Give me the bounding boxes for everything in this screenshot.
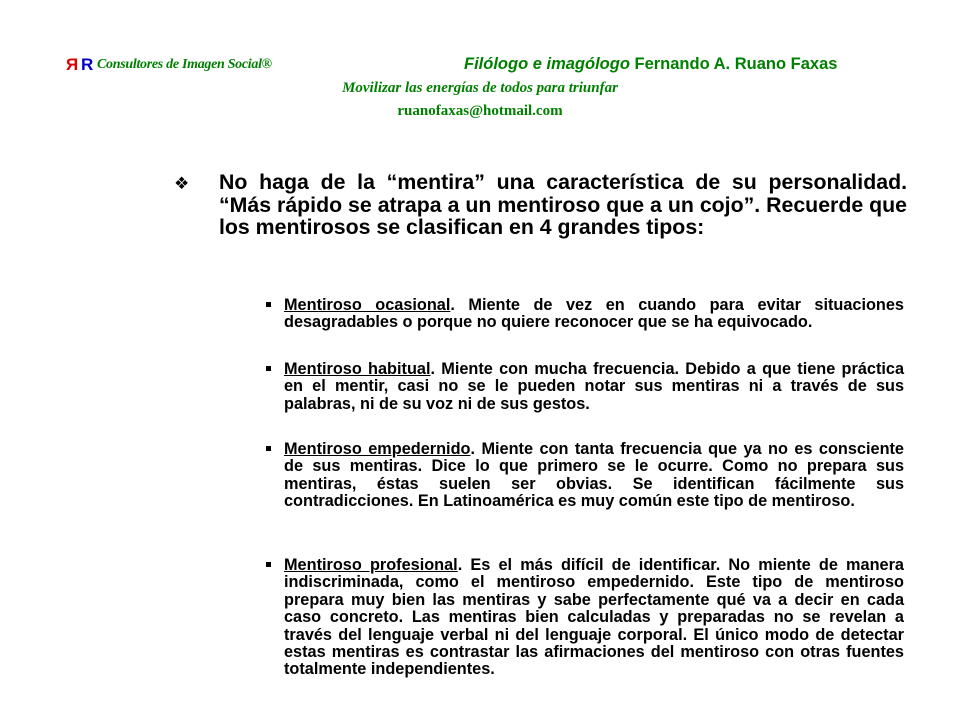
slogan <box>0 80 960 97</box>
liar-type-term: Mentiroso habitual <box>284 360 431 378</box>
liar-type-description: . Miente de vez en cuando para evitar situaciones desagradables o porque no quiere reconocer que se ha equivocado. <box>284 296 904 332</box>
contact-email <box>0 103 960 120</box>
header <box>0 55 960 79</box>
liar-type-text <box>284 297 904 332</box>
liar-type-description: . Miente con tanta frecuencia que ya no es consciente de sus mentiras. Dice lo que primero se le ocurre. Como no prepara sus mentiras, éstas suelen ser obvias. Se identifican fácilmente sus contradicciones. En Latinoamérica es muy común este tipo de mentiroso. <box>284 440 904 511</box>
main-point-text: No haga de la “mentira” una característica de su personalidad. “Más rápido se atrapa a un mentiroso que a un cojo”. Recuerde que los mentirosos se clasifican en 4 grandes tipos: <box>219 170 907 239</box>
email-text: ruanofaxas@hotmail.com <box>397 103 563 119</box>
liar-type-text <box>284 557 904 679</box>
liar-type-text <box>284 441 904 511</box>
logo-letter-r: R <box>81 55 94 74</box>
diamond-bullet-icon: ❖ <box>174 174 190 193</box>
liar-type-description: . Miente con mucha frecuencia. Debido a que tiene práctica en el mentir, casi no se le pueden notar sus mentiras ni a través de sus palabras, ni de su voz ni de sus gestos. <box>284 360 904 413</box>
slogan-text: Movilizar las energías de todos para triunfar <box>342 80 618 96</box>
liar-type-term: Mentiroso profesional <box>284 556 458 574</box>
liar-type-text <box>284 361 904 413</box>
logo-letter-r-mirrored: Я <box>66 55 78 74</box>
liar-type-term: Mentiroso empedernido <box>284 440 471 458</box>
square-bullet-icon <box>266 562 271 567</box>
square-bullet-icon <box>266 366 271 371</box>
author-name: Fernando A. Ruano Faxas <box>634 55 838 73</box>
liar-type-term: Mentiroso ocasional <box>284 296 451 314</box>
author-role: Filólogo e imagólogo <box>464 55 630 73</box>
brand-name: Consultores de Imagen Social® <box>97 57 272 72</box>
square-bullet-icon <box>266 446 271 451</box>
square-bullet-icon <box>266 302 271 307</box>
liar-type-description: . Es el más difícil de identificar. No miente de manera indiscriminada, como el mentiroso empedernido. Este tipo de mentiroso prepara muy bien las mentiras y sabe perfectamente qué va a decir en cada caso concreto. Las mentiras bien calculadas y preparadas no se revelan a través del lenguaje verbal ni del lenguaje corporal. El único modo de detectar estas mentiras es contrastar las afirmaciones del mentiroso con otras fuentes totalmente independientes. <box>284 556 904 679</box>
author-line <box>464 55 837 74</box>
